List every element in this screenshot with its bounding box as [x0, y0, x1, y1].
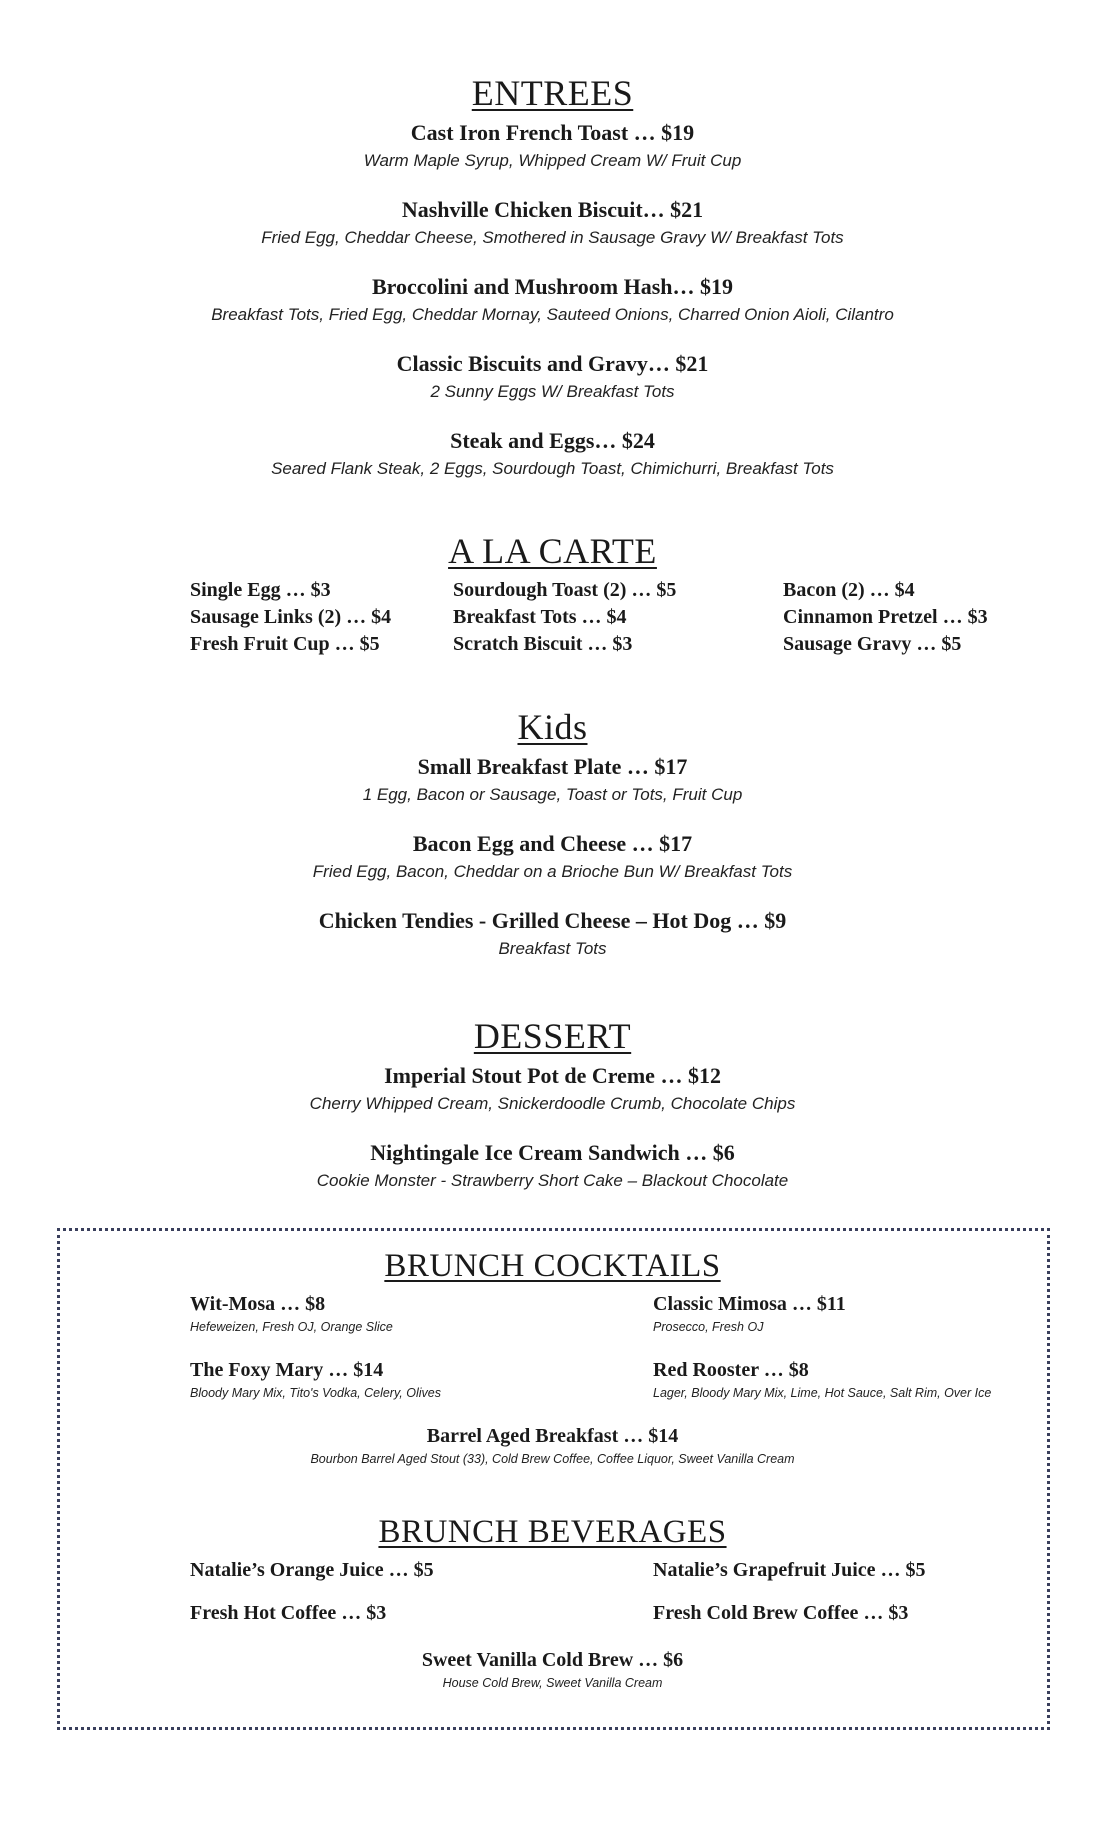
- menu-item-small-breakfast: [0, 752, 1105, 808]
- a-la-carte-column: [783, 577, 988, 658]
- list-item: Breakfast Tots … $4: [453, 606, 627, 628]
- item-description: Fried Egg, Bacon, Cheddar on a Brioche Bun W/ Breakfast Tots: [312, 862, 793, 881]
- item-description: Bloody Mary Mix, Tito's Vodka, Celery, Olives: [190, 1386, 441, 1400]
- list-item: Cinnamon Pretzel … $3: [783, 606, 988, 628]
- item-name: Natalie’s Orange Juice … $5: [190, 1559, 434, 1581]
- item-name: Sweet Vanilla Cold Brew … $6: [421, 1649, 684, 1671]
- cocktails-heading: BRUNCH COCKTAILS: [384, 1248, 721, 1284]
- menu-item-pot-de-creme: [0, 1061, 1105, 1117]
- item-name: Imperial Stout Pot de Creme … $12: [384, 1063, 721, 1088]
- item-description: House Cold Brew, Sweet Vanilla Cream: [442, 1676, 663, 1690]
- a-la-carte-column: [190, 577, 391, 658]
- item-name: Broccolini and Mushroom Hash… $19: [371, 274, 733, 299]
- item-name: Barrel Aged Breakfast … $14: [426, 1425, 679, 1447]
- item-name: Natalie’s Grapefruit Juice … $5: [653, 1559, 926, 1581]
- menu-item-bacon-egg-cheese: [0, 829, 1105, 885]
- menu-item-chicken-biscuit: [0, 195, 1105, 251]
- a-la-carte-column: [453, 577, 676, 658]
- beverage-item: [0, 1647, 1105, 1693]
- item-name: Chicken Tendies - Grilled Cheese – Hot Dog … $9: [318, 908, 787, 933]
- menu-item-steak-eggs: [0, 426, 1105, 482]
- list-item: Sausage Gravy … $5: [783, 633, 962, 655]
- cocktail-item: [0, 1423, 1105, 1469]
- item-name: Nightingale Ice Cream Sandwich … $6: [370, 1140, 735, 1165]
- item-name: Cast Iron French Toast … $19: [410, 120, 695, 145]
- item-description: Prosecco, Fresh OJ: [653, 1320, 764, 1334]
- cocktail-item: [190, 1357, 441, 1403]
- item-description: 1 Egg, Bacon or Sausage, Toast or Tots, Fruit Cup: [362, 785, 743, 804]
- beverage-item: [190, 1600, 386, 1626]
- item-description: Bourbon Barrel Aged Stout (33), Cold Brew Coffee, Coffee Liquor, Sweet Vanilla Cream: [310, 1452, 795, 1466]
- entrees-heading: ENTREES: [471, 73, 634, 113]
- item-name: Wit-Mosa … $8: [190, 1293, 326, 1315]
- item-description: Seared Flank Steak, 2 Eggs, Sourdough Toast, Chimichurri, Breakfast Tots: [271, 459, 834, 478]
- list-item: Sausage Links (2) … $4: [190, 606, 392, 628]
- dessert-heading: DESSERT: [473, 1016, 632, 1056]
- list-item: Bacon (2) … $4: [783, 579, 915, 601]
- item-description: Breakfast Tots, Fried Egg, Cheddar Mornay, Sauteed Onions, Charred Onion Aioli, Cilantro: [211, 305, 894, 324]
- item-description: Cherry Whipped Cream, Snickerdoodle Crumb, Chocolate Chips: [309, 1094, 796, 1113]
- menu-item-biscuits-gravy: [0, 349, 1105, 405]
- item-name: The Foxy Mary … $14: [190, 1359, 384, 1381]
- beverages-heading: BRUNCH BEVERAGES: [378, 1514, 727, 1550]
- cocktail-item: [653, 1357, 991, 1403]
- menu-item-french-toast: [0, 118, 1105, 174]
- item-name: Red Rooster … $8: [653, 1359, 809, 1381]
- item-name: Small Breakfast Plate … $17: [417, 754, 688, 779]
- item-name: Fresh Cold Brew Coffee … $3: [653, 1602, 909, 1624]
- cocktail-item: [190, 1291, 393, 1337]
- beverage-item: [190, 1557, 434, 1583]
- item-description: Fried Egg, Cheddar Cheese, Smothered in Sausage Gravy W/ Breakfast Tots: [261, 228, 844, 247]
- menu-item-broccolini-hash: [0, 272, 1105, 328]
- item-name: Steak and Eggs… $24: [450, 428, 655, 453]
- menu-item-ice-cream-sandwich: [0, 1138, 1105, 1194]
- item-description: Lager, Bloody Mary Mix, Lime, Hot Sauce, Salt Rim, Over Ice: [653, 1386, 992, 1400]
- item-name: Classic Biscuits and Gravy… $21: [396, 351, 709, 376]
- item-name: Classic Mimosa … $11: [653, 1293, 846, 1315]
- item-description: Cookie Monster - Strawberry Short Cake – Blackout Chocolate: [316, 1171, 789, 1190]
- list-item: Scratch Biscuit … $3: [453, 633, 633, 655]
- list-item: Sourdough Toast (2) … $5: [453, 579, 677, 601]
- kids-heading: Kids: [517, 707, 588, 747]
- beverage-item: [653, 1557, 926, 1583]
- a-la-carte-heading: A LA CARTE: [448, 531, 657, 571]
- item-description: Hefeweizen, Fresh OJ, Orange Slice: [190, 1320, 393, 1334]
- item-description: Breakfast Tots: [498, 939, 607, 958]
- item-name: Nashville Chicken Biscuit… $21: [401, 197, 704, 222]
- list-item: Fresh Fruit Cup … $5: [190, 633, 380, 655]
- item-name: Bacon Egg and Cheese … $17: [412, 831, 693, 856]
- cocktail-item: [653, 1291, 846, 1337]
- beverage-item: [653, 1600, 908, 1626]
- item-name: Fresh Hot Coffee … $3: [190, 1602, 387, 1624]
- item-description: 2 Sunny Eggs W/ Breakfast Tots: [430, 382, 675, 401]
- list-item: Single Egg … $3: [190, 579, 331, 601]
- menu-item-tendies: [0, 906, 1105, 962]
- item-description: Warm Maple Syrup, Whipped Cream W/ Fruit Cup: [363, 151, 742, 170]
